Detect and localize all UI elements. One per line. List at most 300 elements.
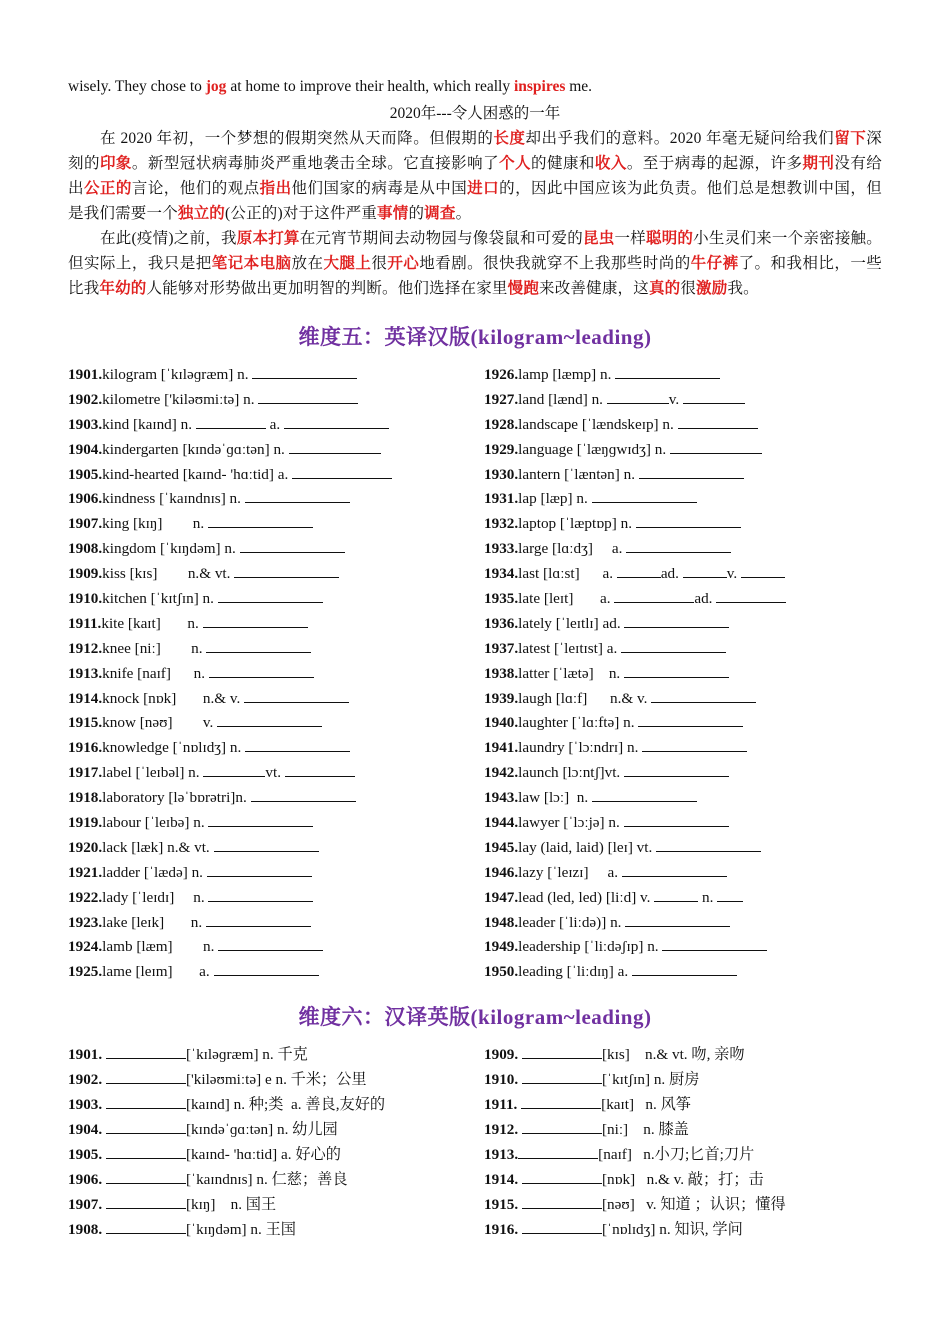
vocab-row [484,886,882,911]
word-entry: kindergarten [kɪndəˈɡɑːtən] n. [102,440,289,458]
answer-blank[interactable] [592,787,697,802]
section-five-right-column [466,363,882,985]
essay-title: 2020年---令人困惑的一年 [389,105,561,122]
word-entry: kilometre ['kiləʊmiːtə] n. [102,390,259,408]
pos-label: v. [726,565,741,583]
vocab-row [484,1043,882,1068]
word-entry: large [lɑːdʒ] a. [518,540,627,558]
answer-blank[interactable] [624,762,729,777]
answer-blank[interactable] [614,588,694,603]
vocab-row [484,388,882,413]
item-number: 1922. [68,888,103,906]
answer-blank[interactable] [240,538,345,553]
highlight-word: 激励 [696,280,728,297]
highlight-word: 期刊 [802,155,835,172]
highlight-word: 调查 [424,205,456,222]
answer-blank[interactable] [218,936,323,951]
vocab-row [484,786,882,811]
word-entry: [kɪŋ] n. 国王 [185,1195,277,1213]
word-entry: [nəʊ] v. 知道 ；认识；懂得 [601,1195,786,1213]
word-entry: [niː] n. 膝盖 [601,1120,689,1138]
answer-blank[interactable] [615,364,720,379]
vocab-row [484,960,882,985]
answer-blank[interactable] [717,887,743,902]
word-entry: knowledge [ˈnɒlɪdʒ] n. [102,739,246,757]
item-number: 1927. [484,390,519,408]
word-entry: [ˈkɪtʃɪn] n. 厨房 [601,1071,700,1089]
item-number: 1950. [484,963,519,981]
essay-paragraph-1 [68,126,882,226]
word-entry: lay (laid, laid) [leɪ] vt. [518,838,657,856]
vocab-row [484,662,882,687]
item-number: 1944. [484,814,519,832]
answer-blank[interactable] [209,663,314,678]
highlight-word: inspires [513,78,566,95]
highlight-word: 开心 [387,255,420,272]
answer-blank[interactable] [251,787,356,802]
word-entry: latest [ˈleɪtɪst] a. [518,639,622,657]
vocab-row [484,911,882,936]
item-number: 1945. [484,838,519,856]
highlight-word: 事情 [377,205,409,222]
word-entry: [kɪs] n.& vt. 吻, 亲吻 [601,1046,745,1064]
vocab-row [68,960,466,985]
paragraph-text: 。 [455,205,472,222]
item-number: 1910. [68,590,103,608]
answer-blank[interactable] [214,837,319,852]
paragraph-text: 了。和我相比，一些比我 [68,255,882,297]
answer-blank[interactable] [642,737,747,752]
answer-blank[interactable] [636,513,741,528]
answer-blank[interactable] [106,1144,186,1159]
answer-blank[interactable] [638,712,743,727]
item-number: 1919. [68,814,103,832]
item-number: 1908. [68,1220,106,1238]
answer-blank[interactable] [106,1094,186,1109]
answer-blank[interactable] [683,389,745,404]
answer-blank[interactable] [716,588,786,603]
word-entry: landscape [ˈlændskeɪp] n. [518,415,678,433]
answer-blank[interactable] [621,638,726,653]
intro-line: wisely. They chose to jog at home to improve their health, which really inspires me. [68,78,593,95]
word-entry: lame [leɪm] a. [102,963,214,981]
answer-blank[interactable] [656,837,761,852]
item-number: 1939. [484,689,519,707]
answer-blank[interactable] [203,762,265,777]
paragraph-text: 一样 [614,230,646,247]
highlight-word: 牛仔裤 [690,255,739,272]
word-entry: kind [kaɪnd] n. [102,415,196,433]
vocab-row [68,736,466,761]
section-five-title: 维度五：英译汉版(kilogram~leading) [298,325,652,349]
answer-blank[interactable] [522,1069,602,1084]
answer-blank[interactable] [217,712,322,727]
highlight-word: 昆虫 [582,230,615,247]
item-number: 1949. [484,938,519,956]
vocab-row [68,761,466,786]
item-number: 1914. [484,1170,522,1188]
vocab-row [68,935,466,960]
word-entry: laptop [ˈlæptɒp] n. [518,515,636,533]
word-entry: leadership [ˈliːdəʃɪp] n. [518,938,663,956]
vocab-row [68,1193,466,1218]
vocab-row [484,487,882,512]
paragraph-text: 的，因此中国应该为此负责。他们总是想教训中国，但是我们需要一个 [68,180,883,222]
vocab-row [484,711,882,736]
highlight-word: 慢跑 [507,280,540,297]
item-number: 1911. [484,1096,522,1114]
item-number: 1917. [68,764,103,782]
word-entry: latter [ˈlætə] n. [518,664,625,682]
word-entry: kingdom [ˈkɪŋdəm] n. [102,540,240,558]
item-number: 1913. [68,664,103,682]
item-number: 1932. [484,515,519,533]
item-number: 1906. [68,490,103,508]
answer-blank[interactable] [522,1169,602,1184]
answer-blank[interactable] [203,613,308,628]
item-number: 1941. [484,739,519,757]
answer-blank[interactable] [522,1119,602,1134]
answer-blank[interactable] [106,1169,186,1184]
word-entry: leading [ˈliːdɪŋ] a. [518,963,632,981]
vocab-row [68,1043,466,1068]
vocab-row [484,1143,882,1168]
word-entry: [ˈkɪŋdəm] n. 王国 [185,1220,296,1238]
answer-blank[interactable] [106,1069,186,1084]
paragraph-text: 。新型冠状病毒肺炎严重地袭击全球。它直接影响了 [131,155,500,172]
vocab-row [68,861,466,886]
word-entry: [ˈkɪləɡræm] n. 千克 [185,1046,308,1064]
item-number: 1920. [68,838,103,856]
word-entry: lap [læp] n. [518,490,592,508]
item-number: 1915. [484,1195,522,1213]
word-entry: language [ˈlæŋɡwɪdʒ] n. [518,440,670,458]
highlight-word: 个人 [499,155,532,172]
word-entry: kiss [kɪs] n.& vt. [102,565,235,583]
item-number: 1904. [68,440,103,458]
item-number: 1902. [68,390,103,408]
vocab-row [68,388,466,413]
item-number: 1903. [68,415,103,433]
word-entry: [kɪndəˈɡɑːtən] n. 幼儿园 [185,1120,338,1138]
word-entry: laboratory [ləˈbɒrətri]n. [102,789,251,807]
item-number: 1916. [484,1220,522,1238]
word-entry: label [ˈleɪbəl] n. [102,764,204,782]
answer-blank[interactable] [214,961,319,976]
vocab-row [484,761,882,786]
paragraph-text: 很 [680,280,697,297]
answer-blank[interactable] [244,688,349,703]
answer-blank[interactable] [245,488,350,503]
vocab-row [68,587,466,612]
item-number: 1903. [68,1096,106,1114]
answer-blank[interactable] [741,563,785,578]
answer-blank[interactable] [208,887,313,902]
word-entry: king [kɪŋ] n. [102,515,208,533]
vocab-row [68,1218,466,1243]
item-number: 1943. [484,789,519,807]
item-number: 1913. [484,1145,519,1163]
vocab-row [484,1118,882,1143]
paragraph-text: 却出乎我们的意料。2020 年毫无疑问给我们 [525,130,835,147]
vocab-row [68,612,466,637]
word-entry: knee [niː] n. [102,639,207,657]
answer-blank[interactable] [624,613,729,628]
highlight-word: 原本打算 [236,230,300,247]
vocab-row [68,512,466,537]
answer-blank[interactable] [624,812,729,827]
answer-blank[interactable] [521,1094,601,1109]
vocab-row [68,662,466,687]
answer-blank[interactable] [106,1119,186,1134]
vocab-row [68,463,466,488]
answer-blank[interactable] [218,588,323,603]
item-number: 1938. [484,664,519,682]
answer-blank[interactable] [654,887,698,902]
word-entry: [ˈnɒlɪdʒ] n. 知识, 学问 [601,1220,743,1238]
highlight-word: 聪明的 [645,230,694,247]
answer-blank[interactable] [670,439,762,454]
paragraph-text: 小生灵们来一个亲密接触。但实际上，我只是把 [68,230,882,272]
word-entry: ladder [ˈlædə] n. [102,863,207,881]
word-entry: [naɪf] n.小刀;匕首;刀片 [598,1145,755,1163]
vocab-row [484,587,882,612]
paragraph-text: 很 [371,255,388,272]
item-number: 1912. [484,1120,522,1138]
item-number: 1930. [484,465,519,483]
paragraph-text: 地看剧。很快我就穿不上我那些时尚的 [419,255,691,272]
vocab-row [68,487,466,512]
essay-paragraph-2 [68,226,882,301]
vocab-row [68,537,466,562]
word-entry: knock [nɒk] n.& v. [102,689,245,707]
vocab-row [68,637,466,662]
section-five-left-column [68,363,466,985]
answer-blank[interactable] [624,663,729,678]
word-entry: late [leɪt] a. [518,590,615,608]
highlight-word: 公正的 [83,180,132,197]
paragraph-text: 没有给出 [68,155,883,197]
highlight-word: 笔记本电脑 [211,255,292,272]
section-five-columns [68,363,882,985]
answer-blank[interactable] [106,1219,186,1234]
answer-blank[interactable] [617,563,661,578]
answer-blank[interactable] [207,862,312,877]
word-entry: launch [lɔːntʃ]vt. [518,764,625,782]
answer-blank[interactable] [206,638,311,653]
word-entry: knife [naɪf] n. [102,664,209,682]
vocab-row [484,562,882,587]
paragraph-text: 言论，他们的观点 [131,180,260,197]
answer-blank[interactable] [292,464,392,479]
paragraph-text: 人能够对形势做出更加明智的判断。他们选择在家里 [146,280,508,297]
word-entry: last [lɑːst] a. [518,565,617,583]
highlight-word: 独立的 [177,205,226,222]
section-six-left-column [68,1043,466,1242]
answer-blank[interactable] [245,737,350,752]
vocab-row [484,1218,882,1243]
vocab-row [68,363,466,388]
paragraph-text: 放在 [291,255,324,272]
paragraph-text: 我。 [727,280,759,297]
answer-blank[interactable] [206,912,311,927]
paragraph-text: (公正的)对于这件严重 [225,205,378,222]
answer-blank[interactable] [518,1144,598,1159]
vocab-row [68,1143,466,1168]
answer-blank[interactable] [234,563,339,578]
item-number: 1933. [484,540,519,558]
item-number: 1925. [68,963,103,981]
answer-blank[interactable] [106,1044,186,1059]
word-entry: laugh [lɑːf] n.& v. [518,689,652,707]
item-number: 1905. [68,465,103,483]
answer-blank[interactable] [522,1219,602,1234]
word-entry: [kaɪt] n. 风筝 [601,1096,691,1114]
item-number: 1935. [484,590,519,608]
answer-blank[interactable] [678,414,758,429]
item-number: 1936. [484,614,519,632]
paragraph-text: 来改善健康，这 [539,280,649,297]
answer-blank[interactable] [285,762,355,777]
vocab-row [68,438,466,463]
word-entry: lately [ˈleɪtlɪ] ad. [518,614,625,632]
word-entry: leader [ˈliːdə)] n. [518,913,626,931]
item-number: 1948. [484,913,519,931]
paragraph-text: 在元宵节期间去动物园与像袋鼠和可爱的 [299,230,583,247]
item-number: 1921. [68,863,103,881]
answer-blank[interactable] [662,936,767,951]
vocab-row [484,811,882,836]
vocab-row [484,637,882,662]
item-number: 1909. [484,1046,522,1064]
answer-blank[interactable] [651,688,756,703]
vocab-row [484,413,882,438]
highlight-word: 进口 [467,180,500,197]
item-number: 1905. [68,1145,106,1163]
section-six-title: 维度六：汉译英版(kilogram~leading) [298,1005,652,1030]
vocab-row [484,1168,882,1193]
item-number: 1906. [68,1170,106,1188]
answer-blank[interactable] [592,488,697,503]
answer-blank[interactable] [632,961,737,976]
highlight-word: 大腿上 [323,255,372,272]
highlight-word: 留下 [834,130,867,147]
item-number: 1914. [68,689,103,707]
vocab-row [68,886,466,911]
pos-label: a. [265,415,284,433]
word-entry: [nɒk] n.& v. 敲；打；击 [601,1170,764,1188]
vocab-row [68,562,466,587]
paragraph-text: 他们国家的病毒是从中国 [291,180,468,197]
vocab-row [484,836,882,861]
item-number: 1912. [68,639,103,657]
answer-blank[interactable] [284,414,389,429]
item-number: 1916. [68,739,103,757]
answer-blank[interactable] [196,414,266,429]
vocab-row [484,363,882,388]
paragraph-text: 深刻的 [68,130,882,172]
answer-blank[interactable] [626,538,731,553]
section-six-right-column [466,1043,882,1242]
section-six-columns [68,1043,882,1242]
vocab-row [68,711,466,736]
answer-blank[interactable] [106,1194,186,1209]
vocab-row [484,438,882,463]
highlight-word: 年幼的 [99,280,147,297]
item-number: 1937. [484,639,519,657]
word-entry: kitchen [ˈkɪtʃɪn] n. [102,590,218,608]
pos-label: v. [668,390,683,408]
item-number: 1929. [484,440,519,458]
item-number: 1908. [68,540,103,558]
vocab-row [68,1168,466,1193]
answer-blank[interactable] [639,464,744,479]
vocab-row [68,413,466,438]
highlight-word: 真的 [648,280,681,297]
answer-blank[interactable] [625,912,730,927]
word-entry: laundry [ˈlɔːndrɪ] n. [518,739,643,757]
answer-blank[interactable] [522,1194,602,1209]
answer-blank[interactable] [252,364,357,379]
answer-blank[interactable] [289,439,381,454]
answer-blank[interactable] [522,1044,602,1059]
item-number: 1928. [484,415,519,433]
word-entry: kindness [ˈkaɪndnɪs] n. [102,490,245,508]
item-number: 1907. [68,1195,106,1213]
answer-blank[interactable] [607,389,669,404]
highlight-word: 指出 [259,180,292,197]
word-entry: lady [ˈleɪdɪ] n. [102,888,209,906]
vocab-row [484,687,882,712]
word-entry: [kaɪnd] n. 种;类 a. 善良,友好的 [185,1096,386,1114]
highlight-word: 长度 [493,130,526,147]
vocab-row [484,463,882,488]
word-entry: lake [leɪk] n. [102,913,206,931]
item-number: 1926. [484,366,519,383]
answer-blank[interactable] [258,389,358,404]
answer-blank[interactable] [683,563,727,578]
vocab-row [484,1093,882,1118]
item-number: 1902. [68,1071,106,1089]
word-entry: [kaɪnd- 'hɑːtid] a. 好心的 [185,1145,341,1163]
vocab-row [484,736,882,761]
vocab-row [484,935,882,960]
item-number: 1901. [68,1046,106,1064]
pos-label: ad. [660,565,683,583]
word-entry: lead (led, led) [liːd] v. [518,888,655,906]
vocab-row [68,911,466,936]
word-entry: lack [læk] n.& vt. [102,838,214,856]
word-entry: know [nəʊ] v. [102,714,218,732]
item-number: 1909. [68,565,103,583]
answer-blank[interactable] [208,513,313,528]
word-entry: kind-hearted [kaɪnd- 'hɑːtid] a. [102,465,293,483]
vocab-row [68,786,466,811]
word-entry: lamb [læm] n. [102,938,219,956]
paragraph-text: 。至于病毒的起源，许多 [626,155,803,172]
word-entry: lamp [læmp] n. [518,366,616,383]
paragraph-text: 在此(疫情)之前，我 [100,230,237,247]
vocab-row [68,687,466,712]
item-number: 1915. [68,714,103,732]
vocab-row [484,537,882,562]
item-number: 1931. [484,490,519,508]
answer-blank[interactable] [622,862,727,877]
vocab-row [484,512,882,537]
vocab-row [484,1068,882,1093]
pos-label: vt. [265,764,285,782]
answer-blank[interactable] [208,812,313,827]
